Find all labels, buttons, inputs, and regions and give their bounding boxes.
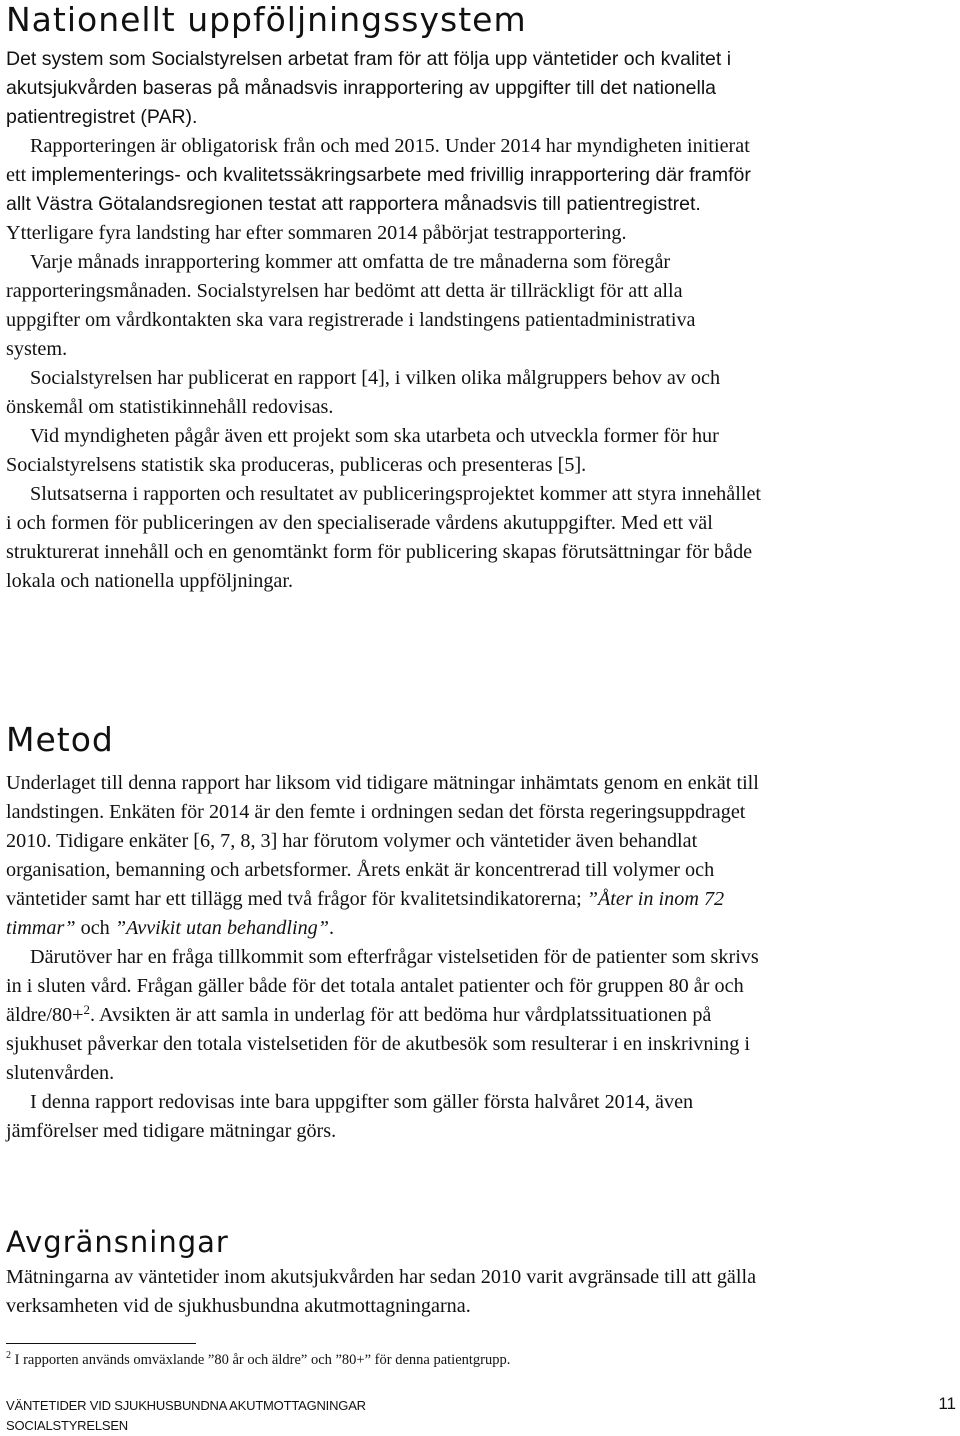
footnote-reference: 2	[83, 1002, 91, 1017]
metod-paragraph-1-text-c: .	[329, 917, 335, 939]
footnote-divider	[6, 1343, 196, 1344]
quality-indicator-left: ”Avvikit utan behandling”	[114, 917, 330, 939]
paragraph-4: Socialstyrelsen har publicerat en rapport [4], i vilken olika målgruppers behov av och önskemål om statistikinnehåll redovisas.	[6, 367, 721, 418]
metod-paragraph-3: I denna rapport redovisas inte bara uppgifter som gäller första halvåret 2014, även jämförelser med tidigare mätningar görs.	[6, 1091, 694, 1142]
section-body-uppfoljningssystem	[6, 45, 761, 596]
metod-paragraph-2-text-a: Därutöver har en fråga tillkommit som efterfrågar vistelsetiden för de patienter som skrivs in i sluten vård. Frågan gäller både för det totala antalet patienter och för gruppen 80 år och äldre/80+	[6, 946, 759, 1026]
footnote	[6, 1350, 510, 1370]
section-body-metod	[6, 769, 761, 1146]
metod-paragraph-1-text-a: Underlaget till denna rapport har liksom vid tidigare mätningar inhämtats genom en enkät till landstingen. Enkäten för 2014 är den femte i ordningen sedan det första regeringsuppdraget 2010. Tidigare enkäter [6, 7, 8, 3] har förutom volymer och väntetider även behandlat organisation, bemanning och arbetsformer. Årets enkät är koncentrerad till volymer och väntetider samt har ett tillägg med två frågor för kvalitetsindikatorerna;	[6, 772, 759, 910]
paragraph-3: Varje månads inrapportering kommer att omfatta de tre månaderna som föregår rapporteringsmånaden. Socialstyrelsen har bedömt att detta är tillräckligt för att alla uppgifter om vårdkontakten ska vara registrerade i landstingens patientadministrativa system.	[6, 251, 696, 360]
paragraph-6: Slutsatserna i rapporten och resultatet av publiceringsprojektet kommer att styra innehållet i och formen för publiceringen av den specialiserade vårdens akutuppgifter. Med ett väl strukturerat innehåll och en genomtänkt form för publicering skapas förutsättningar för både lokala och nationella uppföljningar.	[6, 483, 762, 592]
metod-paragraph-2-text-b: . Avsikten är att samla in underlag för att bedöma hur vårdplatssituationen på sjukhuset påverkar den totala vistelsetiden för de akutbesök som resulterar i en inskrivning i slutenvården.	[6, 1004, 750, 1084]
footnote-text: I rapporten används omväxlande ”80 år och äldre” och ”80+” för denna patientgrupp.	[11, 1352, 511, 1368]
metod-paragraph-1	[6, 769, 761, 943]
footnote-number: 2	[6, 1350, 11, 1361]
paragraph-1	[6, 45, 761, 132]
metod-paragraph-2	[6, 943, 761, 1088]
paragraph-2-text-c: Ytterligare fyra landsting har efter sommaren 2014 påbörjat testrapportering.	[6, 222, 627, 244]
paragraph-2-text-b: implementerings- och kvalitetssäkringsarbete med frivillig inrapportering där framför allt Västra Götalandsregionen testat att rapportera månadsvis till patientregistret.	[6, 164, 751, 215]
section-body-avgransningar	[6, 1263, 761, 1321]
footer-report-title: VÄNTETIDER VID SJUKHUSBUNDNA AKUTMOTTAGNINGAR	[6, 1398, 366, 1413]
page-number: 11	[938, 1394, 956, 1413]
paragraph-1-text: Det system som Socialstyrelsen arbetat fram för att följa upp väntetider och kvalitet i akutsjukvården baseras på månadsvis inrapportering av uppgifter till det nationella patientregistret (PAR).	[6, 48, 732, 128]
paragraph-2-text-a: Rapporteringen är obligatorisk från och med 2015. Under 2014 har myndigheten initierat ett	[6, 135, 750, 186]
page-footer	[6, 1396, 366, 1436]
section-heading-uppfoljningssystem: Nationellt uppföljningssystem	[6, 0, 527, 39]
paragraph-5: Vid myndigheten pågår även ett projekt som ska utarbeta och utveckla former för hur Socialstyrelsens statistik ska produceras, publiceras och presenteras [5].	[6, 425, 719, 476]
section-heading-metod: Metod	[6, 720, 114, 759]
footer-publisher: SOCIALSTYRELSEN	[6, 1418, 128, 1433]
quality-indicator-return: ”Åter in inom 72 timmar”	[6, 888, 725, 939]
section-heading-avgransningar: Avgränsningar	[6, 1225, 229, 1259]
paragraph-2	[6, 132, 761, 248]
metod-paragraph-1-text-b: och	[75, 917, 115, 939]
avgransningar-paragraph: Mätningarna av väntetider inom akutsjukvården har sedan 2010 varit avgränsade till att gälla verksamheten vid de sjukhusbundna akutmottagningarna.	[6, 1266, 757, 1317]
